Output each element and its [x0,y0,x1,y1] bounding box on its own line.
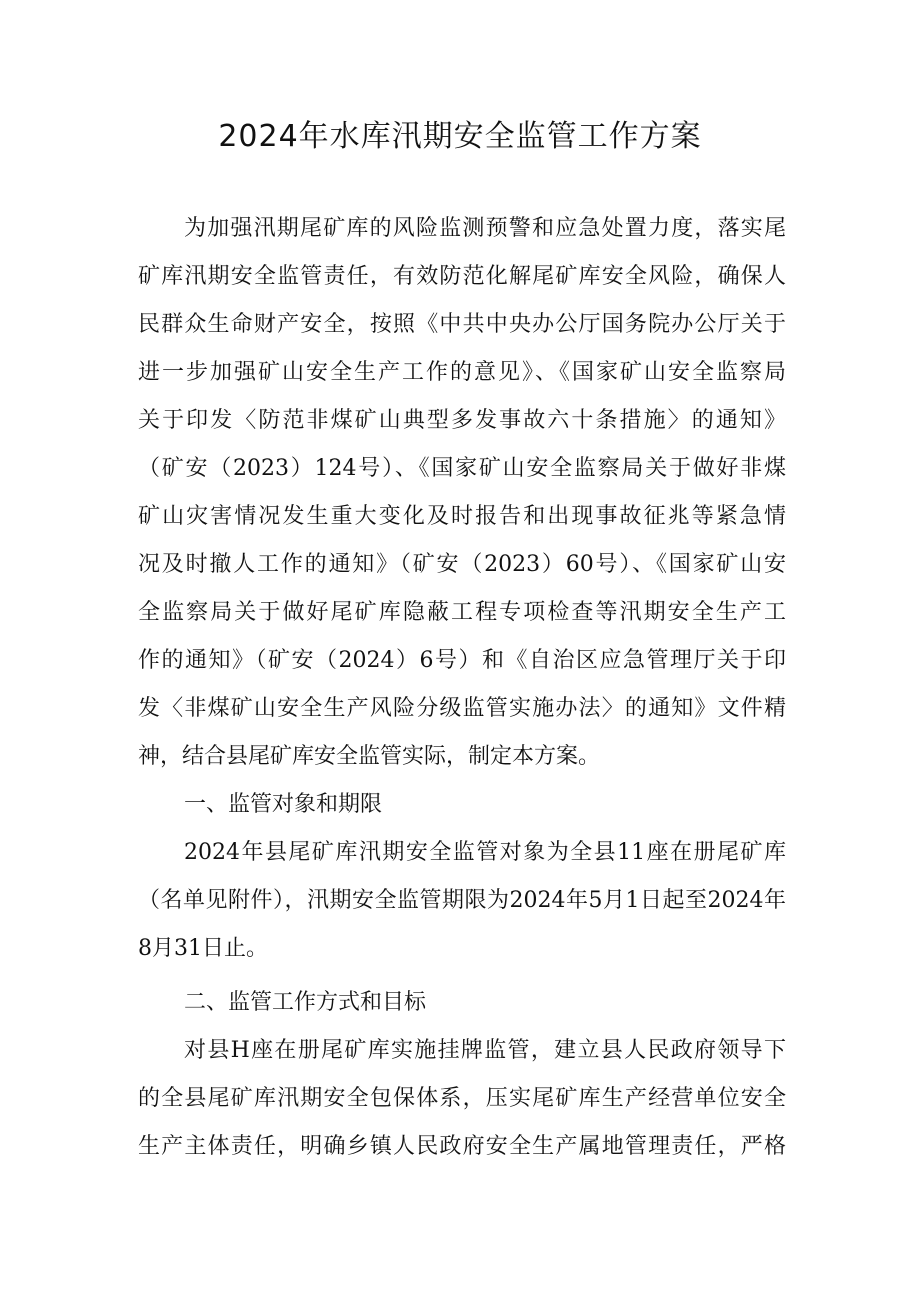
section-heading: 二、监管工作方式和目标 [184,990,427,1015]
body-line: （名单见附件），汛期安全监管期限为2024年5月1日起至2024年 [138,888,786,913]
body-line: 发〈非煤矿山安全生产风险分级监管实施办法〉的通知》文件精 [138,696,786,721]
document-body [138,205,786,1171]
body-line: 矿山灾害情况发生重大变化及时报告和出现事故征兆等紧急情 [138,504,786,529]
body-line: 对县H座在册尾矿库实施挂牌监管，建立县人民政府领导下 [184,1038,786,1063]
document-title: 2024年水库汛期安全监管工作方案 [218,119,702,154]
body-line: 2024年县尾矿库汛期安全监管对象为全县11座在册尾矿库 [184,840,786,865]
body-line: 关于印发〈防范非煤矿山典型多发事故六十条措施〉的通知》 [138,408,786,433]
body-line: 矿库汛期安全监管责任，有效防范化解尾矿库安全风险，确保人 [138,264,786,289]
body-line: 民群众生命财产安全，按照《中共中央办公厅国务院办公厅关于 [138,312,786,337]
body-line: （矿安（2023）124号）、《国家矿山安全监察局关于做好非煤 [138,456,786,481]
body-line: 生产主体责任，明确乡镇人民政府安全生产属地管理责任，严格 [138,1134,786,1159]
body-line: 为加强汛期尾矿库的风险监测预警和应急处置力度，落实尾 [184,216,786,241]
body-line: 8月31日止。 [138,936,268,961]
body-line: 进一步加强矿山安全生产工作的意见》、《国家矿山安全监察局 [138,360,786,385]
section-heading: 一、监管对象和期限 [184,792,383,817]
body-line: 况及时撤人工作的通知》（矿安（2023）60号）、《国家矿山安 [138,552,786,577]
body-line: 作的通知》（矿安（2024）6号）和《自治区应急管理厅关于印 [138,648,786,673]
body-line: 神，结合县尾矿库安全监管实际，制定本方案。 [138,744,601,769]
body-line: 的全县尾矿库汛期安全包保体系，压实尾矿库生产经营单位安全 [138,1086,786,1111]
body-line: 全监察局关于做好尾矿库隐蔽工程专项检查等汛期安全生产工 [138,600,786,625]
